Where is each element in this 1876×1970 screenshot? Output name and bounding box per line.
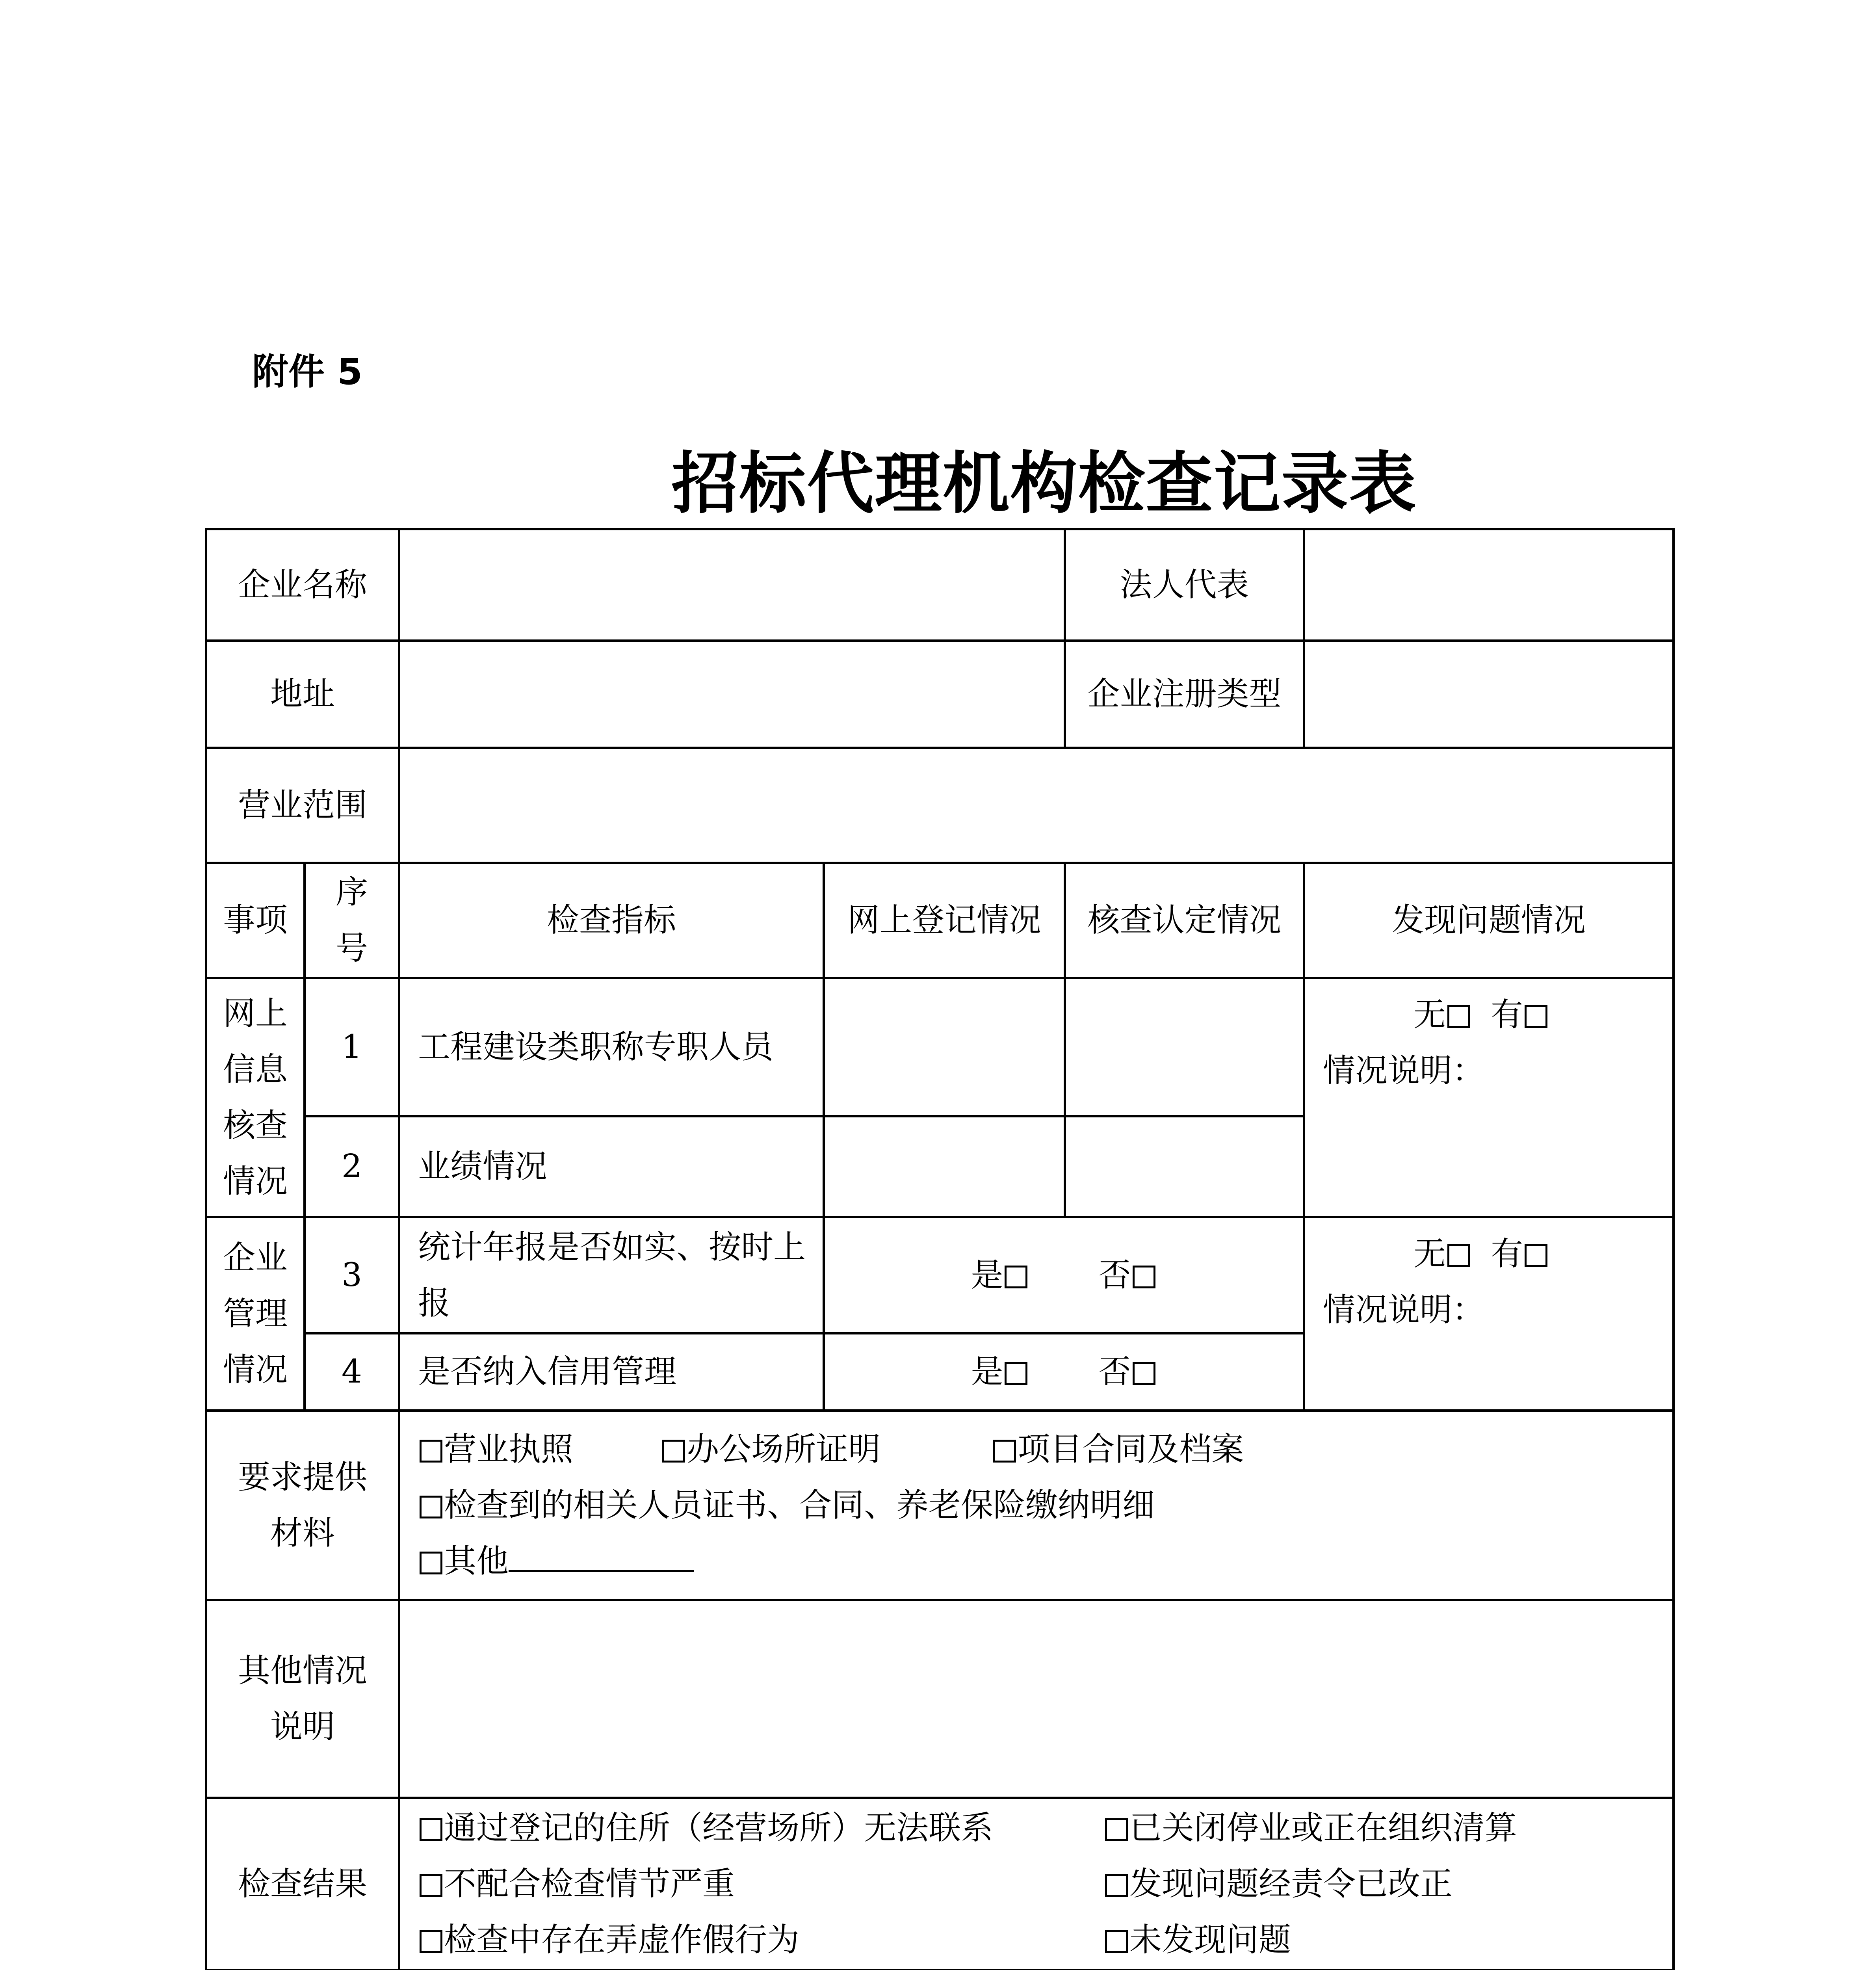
row-business-scope	[206, 748, 1674, 863]
material-checkbox[interactable]	[662, 1440, 685, 1463]
yes-checkbox[interactable]	[1005, 1362, 1027, 1385]
other-field[interactable]	[399, 1600, 1674, 1798]
seq-2: 2	[305, 1116, 399, 1217]
yes-no-4	[824, 1333, 1304, 1411]
indicator-2: 业绩情况	[399, 1116, 824, 1217]
issue-none-label: 无	[1414, 1235, 1446, 1273]
result-checkbox[interactable]	[1105, 1874, 1128, 1897]
row-address	[206, 641, 1674, 748]
seq-3: 3	[305, 1217, 399, 1333]
group2-label: 企业管理情况	[206, 1217, 305, 1411]
online-2-field[interactable]	[824, 1116, 1065, 1217]
legal-rep-field[interactable]	[1304, 529, 1674, 641]
result-label: 检查结果	[206, 1798, 399, 1970]
material-option: 其他	[444, 1542, 509, 1580]
issue-none-checkbox[interactable]	[1447, 1005, 1470, 1028]
material-checkbox[interactable]	[420, 1496, 442, 1518]
yes-checkbox[interactable]	[1005, 1266, 1027, 1288]
no-checkbox[interactable]	[1133, 1266, 1155, 1288]
result-checkbox[interactable]	[420, 1930, 442, 1953]
material-option: 办公场所证明	[687, 1430, 881, 1468]
issue-note-label: 情况说明：	[1323, 1291, 1485, 1329]
row-company-name	[206, 529, 1674, 641]
company-name-field[interactable]	[399, 529, 1065, 641]
inspection-form-table	[205, 528, 1675, 1970]
material-checkbox[interactable]	[420, 1552, 442, 1574]
verify-2-field[interactable]	[1065, 1116, 1304, 1217]
row-materials	[206, 1411, 1674, 1600]
row-other	[206, 1600, 1674, 1798]
company-name-label: 企业名称	[206, 529, 399, 641]
header-seq: 序号	[305, 863, 399, 978]
reg-type-field[interactable]	[1304, 641, 1674, 748]
issue-has-label: 有	[1491, 1235, 1523, 1273]
other-label: 其他情况说明	[206, 1600, 399, 1798]
issue-has-checkbox[interactable]	[1525, 1005, 1547, 1028]
materials-label: 要求提供材料	[206, 1411, 399, 1600]
address-label: 地址	[206, 641, 399, 748]
material-option: 检查到的相关人员证书、合同、养老保险缴纳明细	[444, 1486, 1155, 1524]
result-checkbox[interactable]	[1105, 1930, 1128, 1953]
no-label: 否	[1098, 1256, 1131, 1294]
issue-has-label: 有	[1491, 996, 1523, 1033]
result-checkbox[interactable]	[420, 1874, 442, 1897]
result-option: 已关闭停业或正在组织清算	[1129, 1809, 1518, 1847]
address-field[interactable]	[399, 641, 1065, 748]
issue-none-checkbox[interactable]	[1447, 1244, 1470, 1267]
header-issues: 发现问题情况	[1304, 863, 1674, 978]
yes-no-3	[824, 1217, 1304, 1333]
header-online: 网上登记情况	[824, 863, 1065, 978]
group1-issues	[1304, 978, 1674, 1217]
header-item: 事项	[206, 863, 305, 978]
row-result	[206, 1798, 1674, 1970]
group1-label: 网上信息核查情况	[206, 978, 305, 1217]
business-scope-label: 营业范围	[206, 748, 399, 863]
result-checkbox[interactable]	[1105, 1818, 1128, 1841]
reg-type-label: 企业注册类型	[1065, 641, 1304, 748]
header-indicator: 检查指标	[399, 863, 824, 978]
form-title: 招标代理机构检查记录表	[671, 444, 1417, 523]
result-option: 不配合检查情节严重	[444, 1865, 735, 1903]
material-checkbox[interactable]	[420, 1440, 442, 1463]
result-option: 通过登记的住所（经营场所）无法联系	[444, 1809, 994, 1847]
yes-label: 是	[971, 1353, 1003, 1390]
table-row	[206, 978, 1674, 1116]
material-option: 项目合同及档案	[1018, 1430, 1244, 1468]
attachment-label: 附件 5	[252, 351, 363, 393]
business-scope-field[interactable]	[399, 748, 1674, 863]
indicator-3: 统计年报是否如实、按时上报	[399, 1217, 824, 1333]
seq-4: 4	[305, 1333, 399, 1411]
result-option: 发现问题经责令已改正	[1129, 1865, 1453, 1903]
no-checkbox[interactable]	[1133, 1362, 1155, 1385]
other-material-blank[interactable]	[509, 1543, 694, 1572]
verify-1-field[interactable]	[1065, 978, 1304, 1116]
no-label: 否	[1098, 1353, 1131, 1390]
header-verify: 核查认定情况	[1065, 863, 1304, 978]
seq-1: 1	[305, 978, 399, 1116]
online-1-field[interactable]	[824, 978, 1065, 1116]
indicator-1: 工程建设类职称专职人员	[399, 978, 824, 1116]
material-option: 营业执照	[444, 1430, 574, 1468]
row-headers	[206, 863, 1674, 978]
result-checkbox[interactable]	[420, 1818, 442, 1841]
issue-note-label: 情况说明：	[1323, 1052, 1485, 1089]
issue-has-checkbox[interactable]	[1525, 1244, 1547, 1267]
result-options	[399, 1798, 1674, 1970]
material-checkbox[interactable]	[993, 1440, 1016, 1463]
group2-issues	[1304, 1217, 1674, 1411]
indicator-4: 是否纳入信用管理	[399, 1333, 824, 1411]
materials-options	[399, 1411, 1674, 1600]
yes-label: 是	[971, 1256, 1003, 1294]
legal-rep-label: 法人代表	[1065, 529, 1304, 641]
table-row	[206, 1217, 1674, 1333]
result-option: 检查中存在弄虚作假行为	[444, 1921, 800, 1959]
result-option: 未发现问题	[1129, 1921, 1291, 1959]
issue-none-label: 无	[1414, 996, 1446, 1033]
